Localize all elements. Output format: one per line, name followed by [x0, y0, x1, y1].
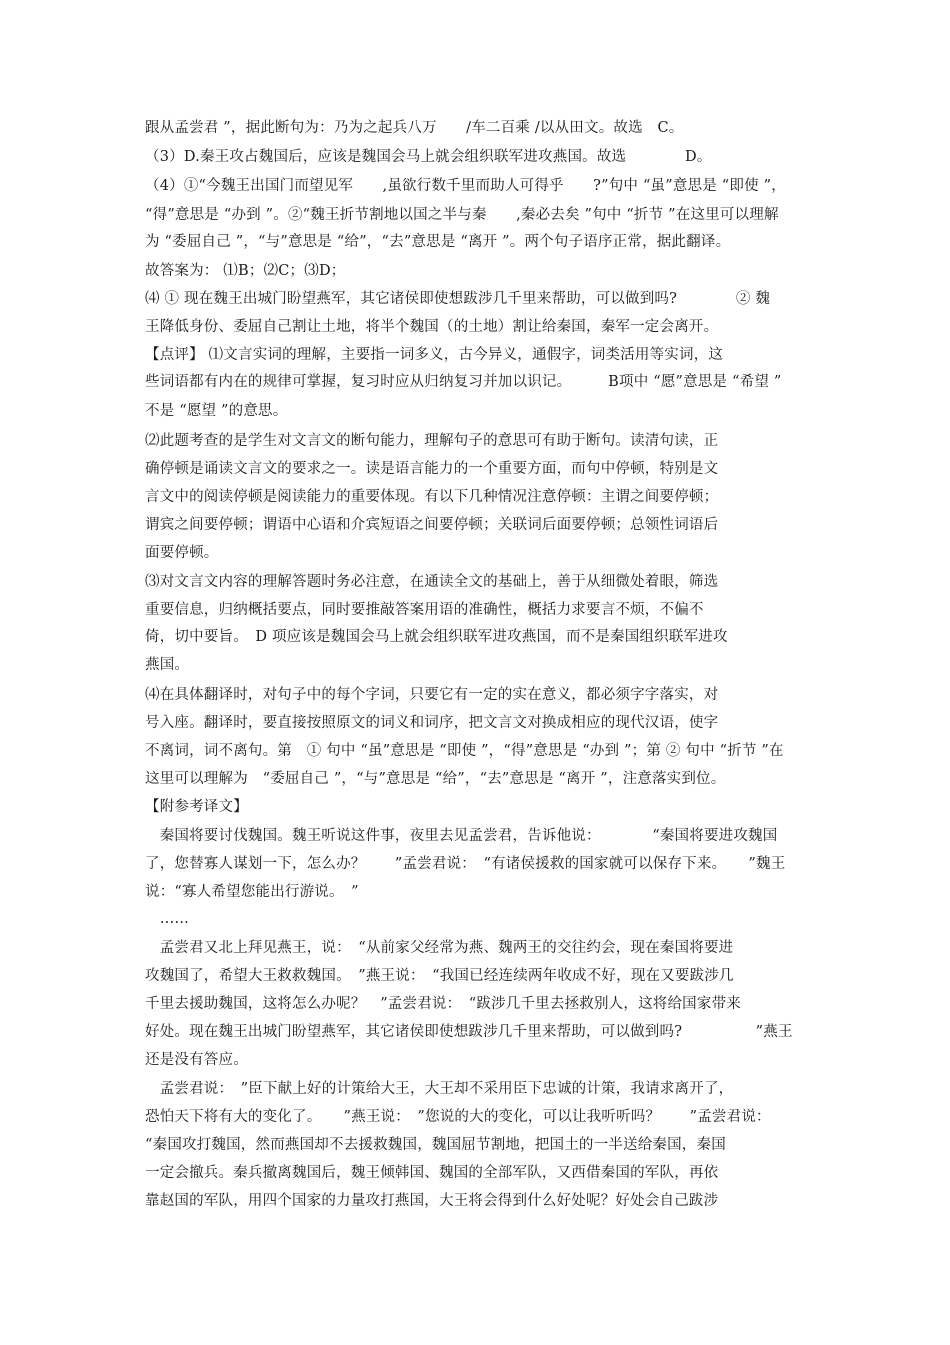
- text-line: 一定会撤兵。秦兵撤离魏国后，魏王倾韩国、魏国的全部军队，又西借秦国的军队，再依: [145, 1165, 719, 1181]
- section-heading: 【附参考译文】: [145, 799, 248, 815]
- text-line: 不是 “愿望 ”的意思。: [145, 403, 288, 419]
- text-line: 恐怕天下将有大的变化了。 ”燕王说： ”您说的大的变化，可以让我听听吗？ ”孟尝君说：: [145, 1109, 771, 1125]
- text-line: 倚，切中要旨。 D 项应该是魏国会马上就会组织联军进攻燕国，而不是秦国组织联军进攻: [145, 629, 728, 645]
- text-line: 这里可以理解为 “委屈自己 ”，“与”意思是 “给”，“去”意思是 “离开 ”，注意落实到位。: [145, 771, 726, 787]
- text-line: ⑵此题考查的是学生对文言文的断句能力，理解句子的意思可有助于断句。读清句读，正: [145, 433, 719, 449]
- text-line: ⑶对文言文内容的理解答题时务必注意，在通读全文的基础上，善于从细微处着眼，筛选: [145, 574, 719, 590]
- text-line: 说：“寡人希望您能出行游说。 ”: [145, 884, 359, 900]
- text-line: ⑷ ① 现在魏王出城门盼望燕军，其它诸侯即使想跋涉几千里来帮助，可以做到吗? ② 魏: [145, 291, 771, 307]
- text-line: 好处。现在魏王出城门盼望燕军，其它诸侯即使想跋涉几千里来帮助，可以做到吗? ”燕王: [145, 1024, 793, 1040]
- text-line: 确停顿是诵读文言文的要求之一。读是语言能力的一个重要方面，而句中停顿，特别是文: [145, 461, 719, 477]
- text-line: 重要信息，归纳概括要点，同时要推敲答案用语的准确性，概括力求要言不烦，不偏不: [145, 602, 704, 618]
- text-line: 不离词，词不离句。第 ① 句中 “虽”意思是 “即使 ”，“得”意思是 “办到 ”；第 ② 句中 “折节 ”在: [145, 743, 784, 759]
- text-line: 攻魏国了，希望大王救救魏国。 ”燕王说： “我国已经连续两年收成不好，现在又要跋涉几: [145, 968, 734, 984]
- text-line: 言文中的阅读停顿是阅读能力的重要体现。有以下几种情况注意停顿：主谓之间要停顿；: [145, 489, 719, 505]
- text-line: 些词语都有内在的规律可掌握，复习时应从归纳复习并加以识记。 B项中 “愿”意思是 “希望 ”: [145, 374, 782, 390]
- text-line: 秦国将要讨伐魏国。魏王听说这件事，夜里去见孟尝君，告诉他说： “秦国将要进攻魏国: [145, 828, 778, 844]
- text-line: 靠赵国的军队，用四个国家的力量攻打燕国，大王将会得到什么好处呢？好处会自己跋涉: [145, 1193, 719, 1209]
- text-line: 号入座。翻译时，要直接按照原文的词义和词序，把文言文对换成相应的现代汉语，使字: [145, 715, 719, 731]
- text-line: “得”意思是 “办到 ”。②“魏王折节割地以国之半与秦 ,秦必去矣 ”句中 “折节 ”在这里可以理解: [145, 207, 779, 223]
- text-line: 了，您替寡人谋划一下，怎么办？ ”孟尝君说： “有诸侯援救的国家就可以保存下来。 ”魏王: [145, 856, 786, 872]
- text-line: （4）①“今魏王出国门而望见军 ,虽欲行数千里而助人可得乎 ?”句中 “虽”意思是 “即使 ”，: [145, 178, 786, 194]
- text-line: 跟从孟尝君 ”，据此断句为：乃为之起兵八万 /车二百乘 /以从田文。故选 C。: [145, 120, 684, 136]
- text-line: 孟尝君又北上拜见燕王，说： “从前家父经常为燕、魏两王的交往约会，现在秦国将要进: [145, 940, 734, 956]
- text-line: 还是没有答应。: [145, 1052, 248, 1068]
- text-line: 王降低身份、委屈自己割让土地，将半个魏国（的土地）割让给秦国，秦军一定会离开。: [145, 319, 719, 335]
- text-line: ⑷在具体翻译时，对句子中的每个字词，只要它有一定的实在意义，都必须字字落实，对: [145, 687, 719, 703]
- text-line: 燕国。: [145, 657, 190, 673]
- text-line: ……: [145, 911, 190, 927]
- text-line: 孟尝君说： ”臣下献上好的计策给大王，大王却不采用臣下忠诚的计策，我请求离开了，: [145, 1081, 734, 1097]
- text-line: 面要停顿。: [145, 545, 219, 561]
- text-line: 故答案为： ⑴B；⑵C；⑶D；: [145, 263, 346, 279]
- text-line: 【点评】 ⑴文言实词的理解，主要指一词多义，古今异义，通假字，词类活用等实词，这: [145, 347, 724, 363]
- text-line: “秦国攻打魏国，然而燕国却不去援救魏国，魏国屈节割地，把国土的一半送给秦国，秦国: [145, 1137, 726, 1153]
- text-line: （3）D.秦王攻占魏国后，应该是魏国会马上就会组织联军进攻燕国。故选 D。: [145, 149, 712, 165]
- text-line: 谓宾之间要停顿；谓语中心语和介宾短语之间要停顿；关联词后面要停顿；总领性词语后: [145, 517, 719, 533]
- text-line: 为 “委屈自己 ”，“与”意思是 “给”，“去”意思是 “离开 ”。两个句子语序正常，据此翻译。: [145, 234, 731, 250]
- text-line: 千里去援助魏国，这将怎么办呢？ ”孟尝君说： “跋涉几千里去拯救别人，这将给国家带来: [145, 996, 741, 1012]
